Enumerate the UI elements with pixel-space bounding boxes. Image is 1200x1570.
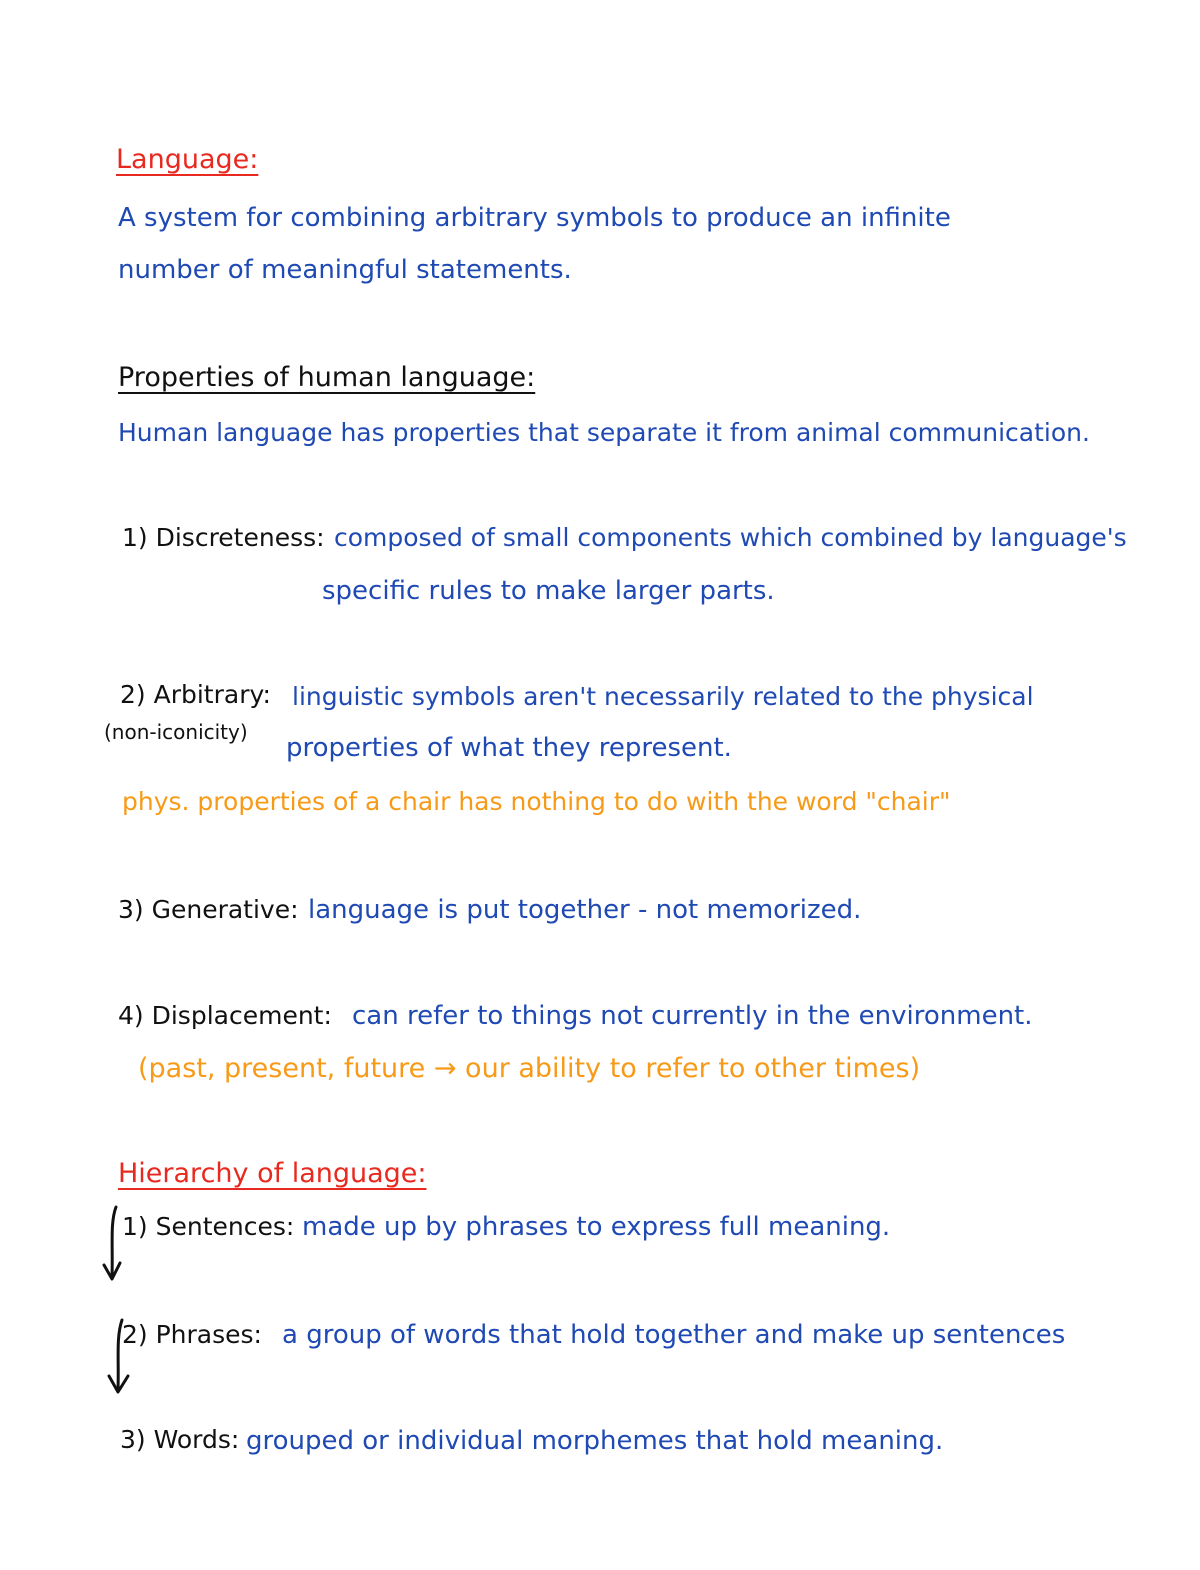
property-note-arbitrary: phys. properties of a chair has nothing to do with the word "chair" bbox=[122, 787, 951, 816]
property-text-displacement: can refer to things not currently in the environment. bbox=[352, 1001, 1033, 1031]
property-text-arbitrary-1: linguistic symbols aren't necessarily related to the physical bbox=[292, 682, 1034, 711]
property-text-arbitrary-2: properties of what they represent. bbox=[286, 733, 732, 763]
properties-intro: Human language has properties that separate it from animal communication. bbox=[118, 418, 1090, 447]
down-arrow-icon bbox=[104, 1318, 134, 1398]
property-label-arbitrary: 2) Arbitrary: bbox=[120, 680, 271, 709]
hierarchy-text-phrases: a group of words that hold together and make up sentences bbox=[282, 1320, 1066, 1350]
hierarchy-label-words: 3) Words: bbox=[120, 1425, 240, 1454]
language-definition-line-2: number of meaningful statements. bbox=[118, 255, 572, 285]
property-text-discreteness-2: specific rules to make larger parts. bbox=[322, 576, 775, 606]
language-definition-line-1: A system for combining arbitrary symbols to produce an infinite bbox=[118, 203, 951, 233]
heading-language: Language: bbox=[116, 144, 259, 175]
heading-hierarchy: Hierarchy of language: bbox=[118, 1158, 427, 1189]
property-sublabel-arbitrary: (non-iconicity) bbox=[104, 720, 248, 744]
heading-properties: Properties of human language: bbox=[118, 362, 536, 393]
property-text-generative: language is put together - not memorized. bbox=[308, 895, 862, 925]
property-label-discreteness: 1) Discreteness: bbox=[122, 523, 325, 552]
hierarchy-text-sentences: made up by phrases to express full meaning. bbox=[302, 1212, 891, 1242]
property-label-generative: 3) Generative: bbox=[118, 895, 299, 924]
hierarchy-label-phrases: 2) Phrases: bbox=[122, 1320, 262, 1349]
hierarchy-label-sentences: 1) Sentences: bbox=[122, 1212, 295, 1241]
property-text-discreteness-1: composed of small components which combined by language's bbox=[334, 523, 1127, 552]
property-label-displacement: 4) Displacement: bbox=[118, 1001, 332, 1030]
down-arrow-icon bbox=[100, 1205, 126, 1285]
hierarchy-text-words: grouped or individual morphemes that hold meaning. bbox=[246, 1426, 944, 1456]
property-note-displacement: (past, present, future → our ability to refer to other times) bbox=[138, 1053, 921, 1084]
